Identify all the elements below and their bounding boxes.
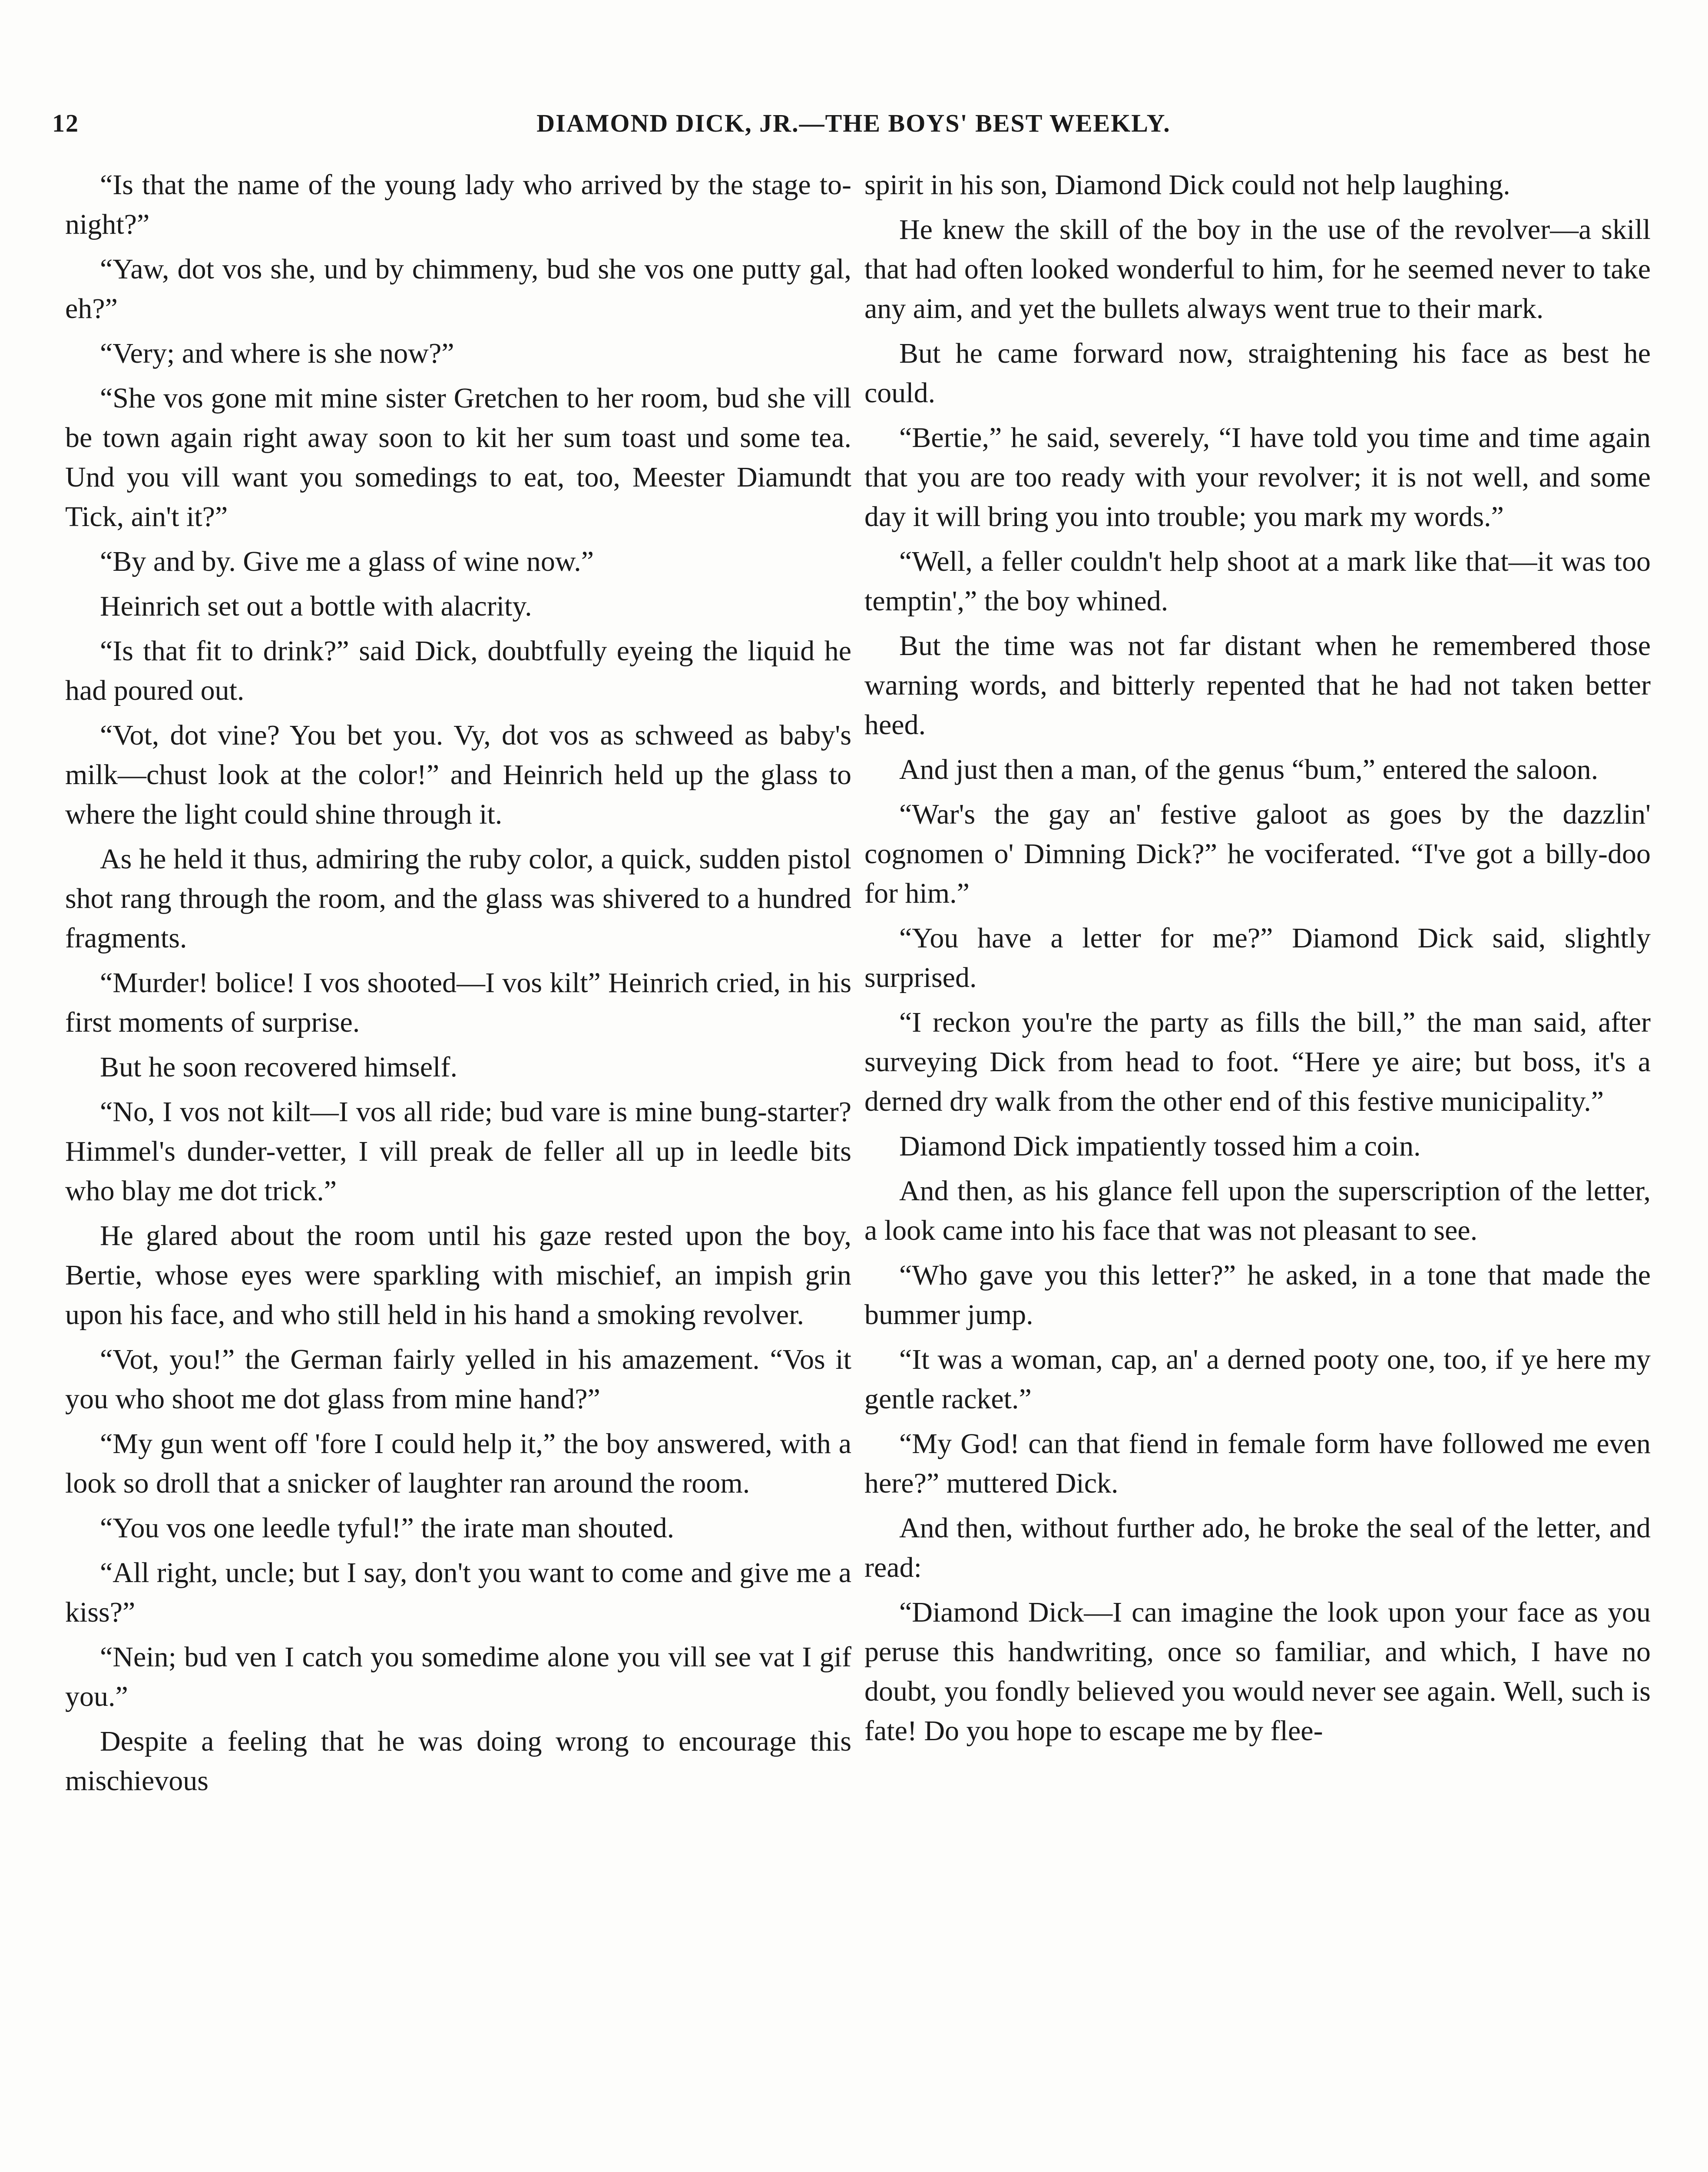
paragraph: “I reckon you're the party as fills the bill,” the man said, after surveying Dick from head to foot. “Here ye aire; but boss, it's a derned dry walk from the other end of this festive municipality.” <box>864 1007 1651 1117</box>
paragraph: “Is that fit to drink?” said Dick, doubtfully eyeing the liquid he had poured out. <box>65 635 851 706</box>
left-column <box>65 165 851 2172</box>
paragraph: “Vot, dot vine? You bet you. Vy, dot vos as schweed as baby's milk—chust look at the color!” and Heinrich held up the glass to where the light could shine through it. <box>65 719 851 830</box>
running-head <box>52 109 1655 143</box>
paragraph: He glared about the room until his gaze rested upon the boy, Bertie, whose eyes were sparkling with mischief, an impish grin upon his face, and who still held in his hand a smoking revolver. <box>65 1220 851 1331</box>
paragraph: “Well, a feller couldn't help shoot at a mark like that—it was too temptin',” the boy whined. <box>864 546 1651 617</box>
paragraph: But he soon recovered himself. <box>100 1051 457 1083</box>
paragraph: “War's the gay an' festive galoot as goes by the dazzlin' cognomen o' Dimning Dick?” he vociferated. “I've got a billy-doo for him.” <box>864 798 1651 909</box>
paragraph: He knew the skill of the boy in the use of the revolver—a skill that had often looked wonderful to him, for he seemed never to take any aim, and yet the bullets always went true to their mark. <box>864 214 1651 324</box>
paragraph: And then, without further ado, he broke the seal of the letter, and read: <box>864 1512 1651 1583</box>
paragraph: “Is that the name of the young lady who arrived by the stage to-night?” <box>65 169 851 240</box>
paragraph: “All right, uncle; but I say, don't you want to come and give me a kiss?” <box>65 1557 851 1628</box>
paragraph: Despite a feeling that he was doing wrong to encourage this mischievous <box>65 1725 851 1797</box>
paragraph: “She vos gone mit mine sister Gretchen to her room, bud she vill be town again right away soon to kit her sum toast und some tea. Und you vill want you somedings to eat, too, Meester Diamundt Tick, ain't it?” <box>65 382 851 533</box>
right-column <box>864 165 1651 2172</box>
paragraph: “Nein; bud ven I catch you somedime alone you vill see vat I gif you.” <box>65 1641 851 1712</box>
paragraph: “Vot, you!” the German fairly yelled in his amazement. “Vos it you who shoot me dot glass from mine hand?” <box>65 1344 851 1415</box>
paragraph: As he held it thus, admiring the ruby color, a quick, sudden pistol shot rang through the room, and the glass was shivered to a hundred fragments. <box>65 843 851 954</box>
paragraph: But he came forward now, straightening his face as best he could. <box>864 338 1651 409</box>
paragraph: “Who gave you this letter?” he asked, in a tone that made the bummer jump. <box>864 1259 1651 1331</box>
paragraph: “My God! can that fiend in female form have followed me even here?” muttered Dick. <box>864 1428 1651 1499</box>
paragraph: “No, I vos not kilt—I vos all ride; bud vare is mine bung-starter? Himmel's dunder-vetter, I vill preak de feller all up in leedle bits who blay me dot trick.” <box>65 1096 851 1207</box>
paragraph: spirit in his son, Diamond Dick could not help laughing. <box>864 169 1510 201</box>
paragraph: Diamond Dick impatiently tossed him a coin. <box>899 1130 1421 1162</box>
paragraph: “You have a letter for me?” Diamond Dick said, slightly surprised. <box>864 922 1651 993</box>
paragraph: “You vos one leedle tyful!” the irate man shouted. <box>100 1512 675 1544</box>
paragraph: “By and by. Give me a glass of wine now.” <box>100 546 594 577</box>
paragraph: “Murder! bolice! I vos shooted—I vos kilt” Heinrich cried, in his first moments of surprise. <box>65 967 851 1038</box>
running-title: DIAMOND DICK, JR.—THE BOYS' BEST WEEKLY. <box>536 109 1171 137</box>
paragraph: But the time was not far distant when he remembered those warning words, and bitterly repented that he had not taken better heed. <box>864 630 1651 741</box>
paragraph: And just then a man, of the genus “bum,” entered the saloon. <box>899 754 1599 785</box>
paragraph: “Very; and where is she now?” <box>100 338 454 369</box>
paragraph: Heinrich set out a bottle with alacrity. <box>100 590 532 622</box>
paragraph: “It was a woman, cap, an' a derned pooty one, too, if ye here my gentle racket.” <box>864 1344 1651 1415</box>
page-number: 12 <box>52 109 79 137</box>
paragraph: “Bertie,” he said, severely, “I have told you time and time again that you are too ready with your revolver; it is not well, and some day it will bring you into trouble; you mark my words.” <box>864 422 1651 533</box>
paragraph: “Yaw, dot vos she, und by chimmeny, bud she vos one putty gal, eh?” <box>65 253 851 324</box>
paragraph: “My gun went off 'fore I could help it,” the boy answered, with a look so droll that a snicker of laughter ran around the room. <box>65 1428 851 1499</box>
paragraph: “Diamond Dick—I can imagine the look upon your face as you peruse this handwriting, once so familiar, and which, I have no doubt, you fondly believed you would never see again. Well, such is fate! Do you hope to escape me by flee- <box>864 1596 1651 1747</box>
paragraph: And then, as his glance fell upon the superscription of the letter, a look came into his face that was not pleasant to see. <box>864 1175 1651 1246</box>
